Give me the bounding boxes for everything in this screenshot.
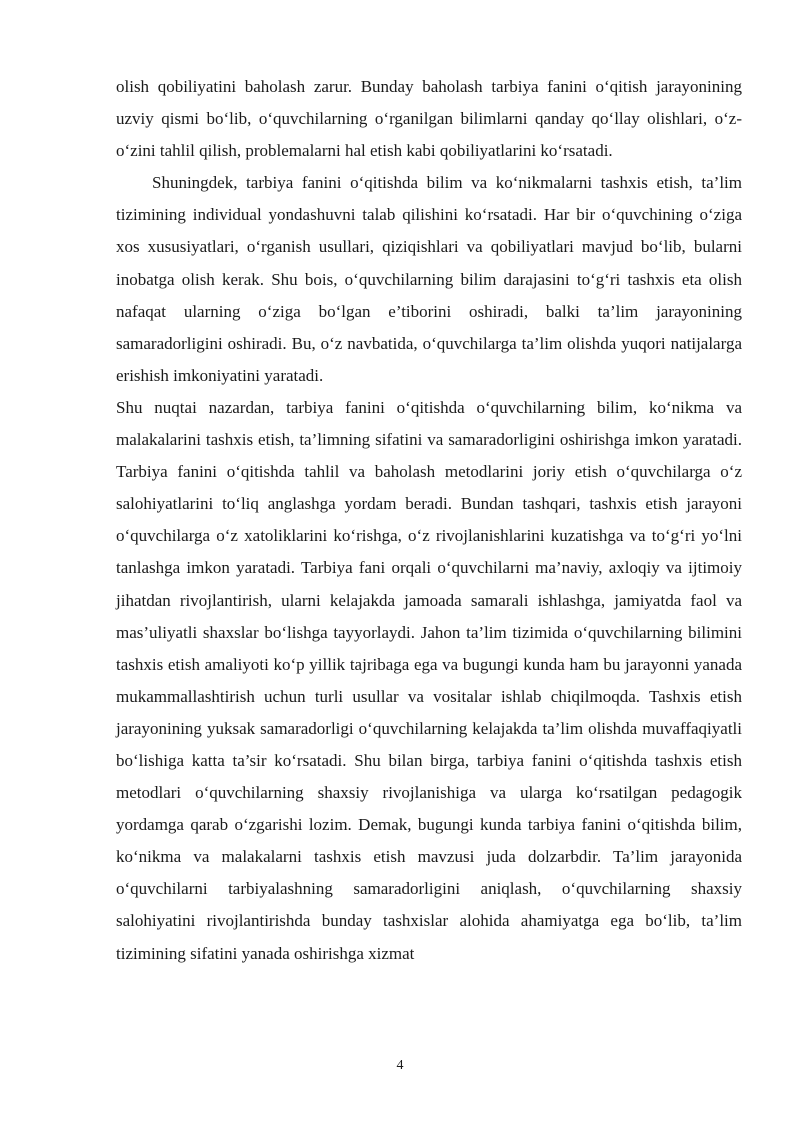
paragraph-shuningdek: Shuningdek, tarbiya fanini o‘qitishda bilim va ko‘nikmalarni tashxis etish, ta’lim tizimining individual yondashuvni talab qilishini ko‘rsatadi. Har bir o‘quvchining o‘ziga xos xususiyatlari, o‘rganish usullari, qiziqishlari va qobiliyatlari mavjud bo‘lib, bularni inobatga olish kerak. Shu bois, o‘quvchilarning bilim darajasini to‘g‘ri tashxis eta olish nafaqat ularning o‘ziga bo‘lgan e’tiborini oshiradi, balki ta’lim jarayonining samaradorligini oshiradi. Bu, o‘z navbatida, o‘quvchilarga ta’lim olishda yuqori natijalarga erishish imkoniyatini yaratadi. (116, 173, 742, 385)
page-number: 4 (396, 1058, 404, 1073)
paragraph-shu-nuqtai: Shu nuqtai nazardan, tarbiya fanini o‘qitishda o‘quvchilarning bilim, ko‘nikma va malakalarini tashxis etish, ta’limning sifatini va samaradorligini oshirishga imkon yaratadi. Tarbiya fanini o‘qitishda tahlil va baholash metodlarini joriy etish o‘quvchilarga o‘z salohiyatlarini to‘liq anglashga yordam beradi. Bundan tashqari, tashxis etish jarayoni o‘quvchilarga o‘z xatoliklarini ko‘rishga, o‘z rivojlanishlarini kuzatishga va to‘g‘ri yo‘lni tanlashga imkon yaratadi. Tarbiya fani orqali o‘quvchilarni ma’naviy, axloqiy va ijtimoiy jihatdan rivojlantirish, ularni kelajakda jamoada samarali ishlashga, jamiyatda faol va mas’uliyatli shaxslar bo‘lishga tayyorlaydi. Jahon ta’lim tizimida o‘quvchilarning bilimini tashxis etish amaliyoti ko‘p yillik tajribaga ega va bugungi kunda ham bu jarayonni yanada mukammallashtirish uchun turli usullar va vositalar ishlab chiqilmoqda. Tashxis etish jarayonining yuksak samaradorligi o‘quvchilarning kelajakda ta’lim olishda muvaffaqiyatli bo‘lishiga katta ta’sir ko‘rsatadi. Shu bilan birga, tarbiya fanini o‘qitishda tashxis etish metodlari o‘quvchilarning shaxsiy rivojlanishiga va ularga ko‘rsatilgan pedagogik yordamga qarab o‘zgarishi lozim. Demak, bugungi kunda tarbiya fanini o‘qitishda bilim, ko‘nikma va malakalarni tashxis etish mavzusi juda dolzarbdir. Ta’lim jarayonida o‘quvchilarni tarbiyalashning samaradorligini aniqlash, o‘quvchilarning shaxsiy salohiyatini rivojlantirishda bunday tashxislar alohida ahamiyatga ega bo‘lib, ta’lim tizimining sifatini yanada oshirishga xizmat (116, 397, 742, 963)
body-text (116, 71, 742, 970)
paragraph-continuation: olish qobiliyatini baholash zarur. Bunday baholash tarbiya fanini o‘qitish jarayonining uzviy qismi bo‘lib, o‘quvchilarning o‘rganilgan bilimlarni qanday qo‘llay olishlari, o‘z-o‘zini tahlil qilish, problemalarni hal etish kabi qobiliyatlarini ko‘rsatadi. (116, 77, 742, 161)
